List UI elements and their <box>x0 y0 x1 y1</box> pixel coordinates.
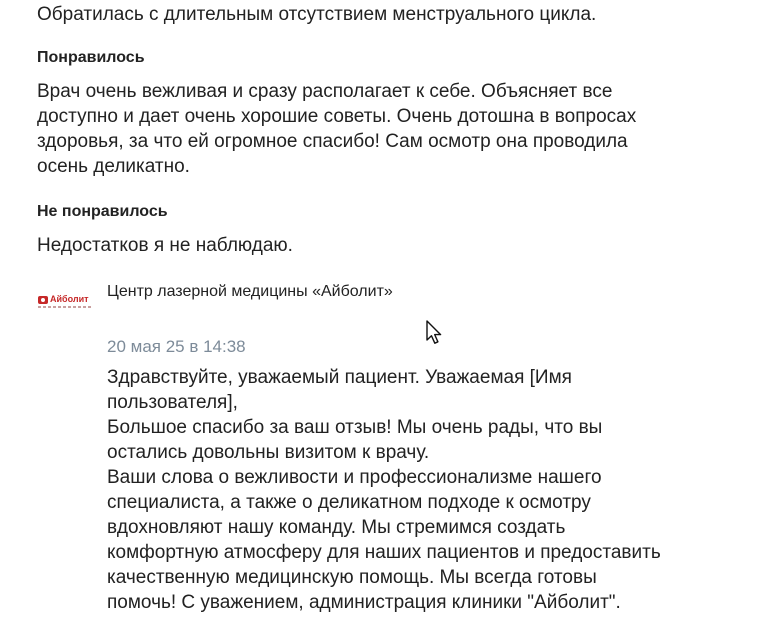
clinic-reply-text: Здравствуйте, уважаемый пациент. Уважаемая [Имя пользователя], Большое спасибо за ваш отзыв! Мы очень рады, что вы остались довольны визитом к врачу. Ваши слова о вежливости и профессионализме нашего специалиста, а также о деликатном подходе к осмотру вдохновляют нашу команду. Мы стремимся создать комфортную атмосферу для наших пациентов и предоставить качественную медицинскую помощь. Мы всегда готовы помочь! С уважением, администрация клиники "Айболит". <box>107 367 661 613</box>
reply-timestamp: 20 мая 25 в 14:38 <box>107 337 246 356</box>
mouse-pointer-icon <box>425 320 443 346</box>
clinic-logo-tagline <box>38 306 92 308</box>
disliked-section-heading: Не понравилось <box>37 203 168 220</box>
disliked-section-text: Недостатков я не наблюдаю. <box>37 235 293 256</box>
clinic-logo[interactable] <box>36 291 94 313</box>
clinic-logo-icon <box>38 296 48 304</box>
clinic-name-link[interactable]: Центр лазерной медицины «Айболит» <box>107 283 393 300</box>
clinic-logo-text: Айболит <box>50 294 89 304</box>
liked-section-text: Врач очень вежливая и сразу располагает к себе. Объясняет все доступно и дает очень хорошие советы. Очень дотошна в вопросах здоровья, за что ей огромное спасибо! Сам осмотр она проводила осень деликатно. <box>37 81 637 177</box>
liked-section-heading: Понравилось <box>37 49 145 66</box>
review-intro-text: Обратилась с длительным отсутствием менструального цикла. <box>37 4 597 25</box>
